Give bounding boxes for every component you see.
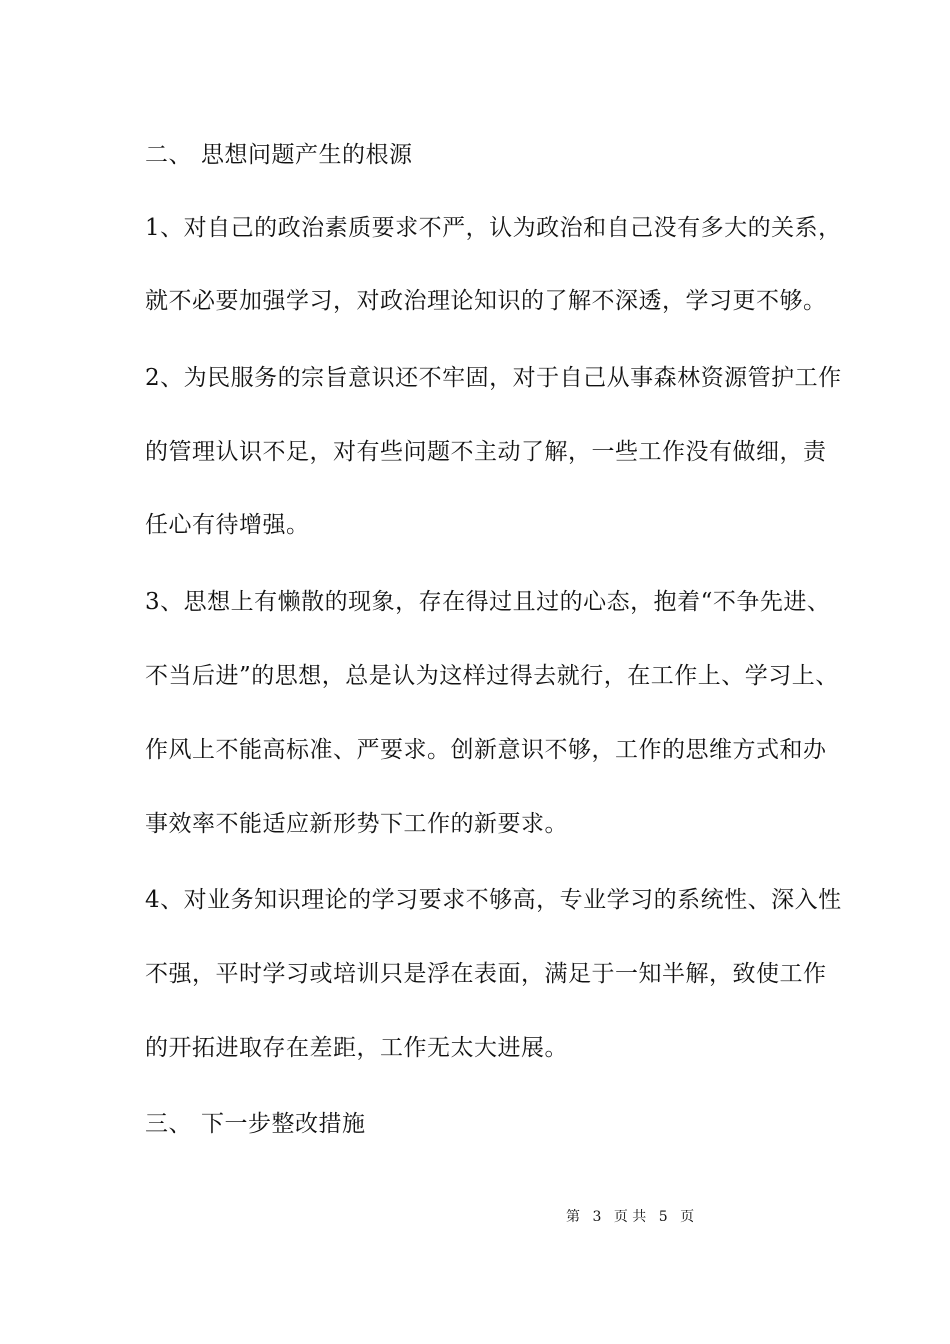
section-heading-two [145,140,413,170]
paragraph-line: 就不必要加强学习，对政治理论知识的了解不深透，学习更不够。 [145,288,827,314]
footer-suffix: 页 [680,1209,695,1225]
footer-page-number: 3 [592,1209,602,1225]
paragraph-line: 任心有待增强。 [145,512,310,538]
footer-prefix: 第 [566,1209,580,1225]
section-title: 思想问题产生的根源 [201,142,413,168]
paragraph-line: 2、为民服务的宗旨意识还不牢固，对于自己从事森林资源管护工作 [145,365,842,391]
section-heading-three [145,1109,366,1139]
paragraph-line: 4、对业务知识理论的学习要求不够高，专业学习的系统性、深入性 [145,887,842,913]
page-footer [0,1208,950,1226]
paragraph-line: 的开拓进取存在差距，工作无太大进展。 [145,1035,568,1061]
section-number: 二、 [145,142,192,168]
paragraph-line: 作风上不能高标准、严要求。创新意识不够，工作的思维方式和办 [145,737,827,763]
paragraph-line: 1、对自己的政治素质要求不严，认为政治和自己没有多大的关系， [145,215,842,241]
paragraph-line: 不当后进”的思想，总是认为这样过得去就行，在工作上、学习上、 [145,663,839,689]
footer-middle: 页 共 [613,1209,647,1225]
paragraph-line: 事效率不能适应新形势下工作的新要求。 [145,811,568,837]
section-number: 三、 [145,1111,192,1137]
paragraph-line: 的管理认识不足，对有些问题不主动了解，一些工作没有做细，责 [145,439,827,465]
section-title: 下一步整改措施 [201,1111,366,1137]
footer-total-pages: 5 [658,1209,668,1225]
paragraph-line: 3、思想上有懒散的现象，存在得过且过的心态，抱着“不争先进、 [145,589,831,615]
paragraph-line: 不强，平时学习或培训只是浮在表面，满足于一知半解，致使工作 [145,961,827,987]
